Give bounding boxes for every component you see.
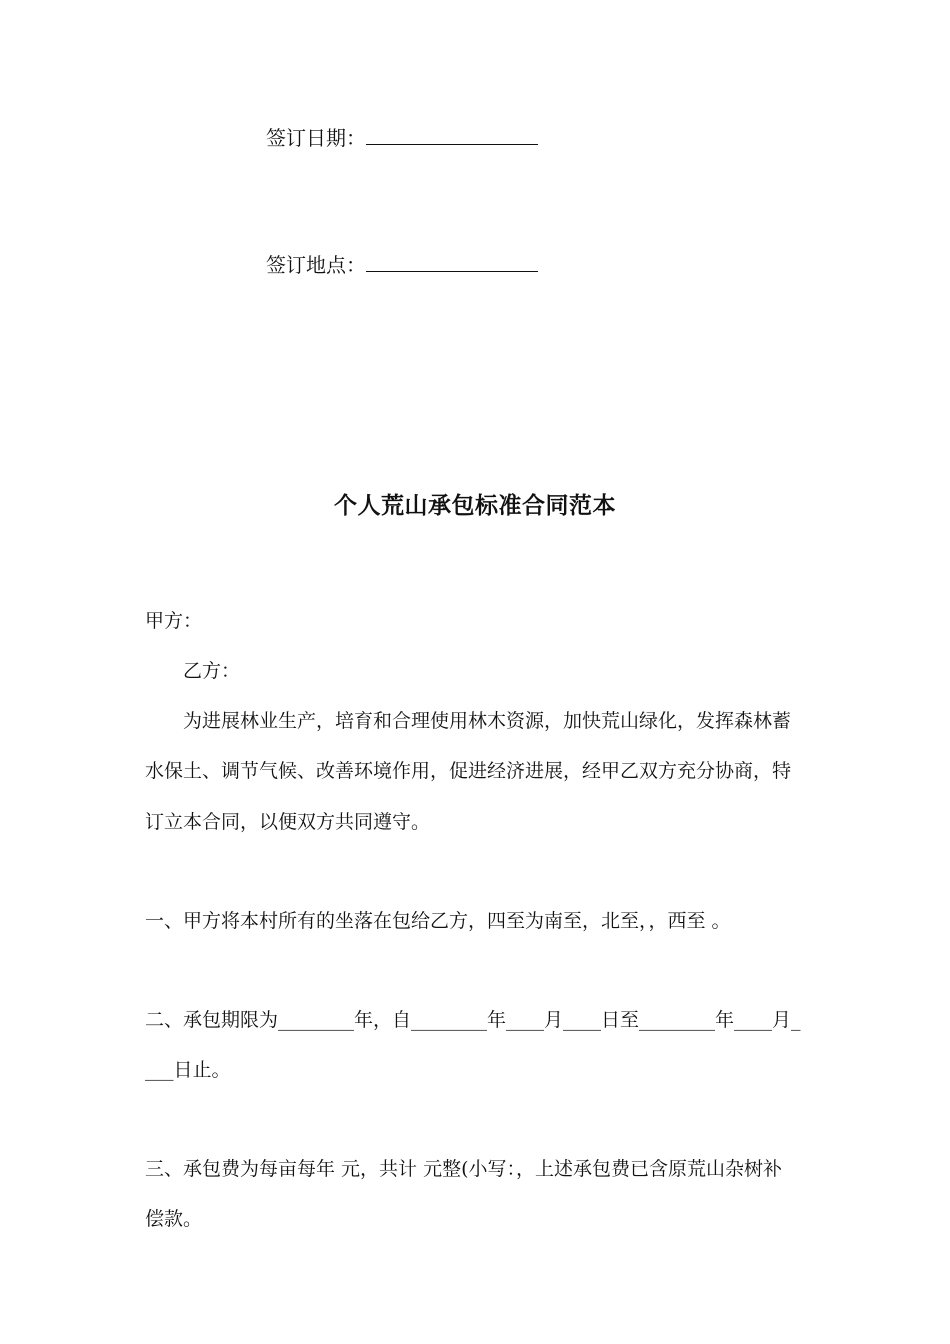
clause-1: 一、甲方将本村所有的坐落在包给乙方，四至为南至，北至，，西至 。: [145, 910, 731, 932]
clause-3-line-2: 偿款。: [145, 1208, 203, 1230]
signing-place-label: 签订地点：: [266, 253, 366, 277]
signing-date-row: [266, 126, 538, 151]
party-a-label: 甲方：: [145, 610, 203, 632]
preamble-line-3: 订立本合同，以便双方共同遵守。: [145, 811, 431, 833]
signing-date-blank[interactable]: [366, 126, 538, 145]
clause-2-line-2: ___日止。: [145, 1059, 231, 1081]
signing-place-row: [266, 253, 538, 278]
clause-3-line-1: 三、承包费为每亩每年 元，共计 元整(小写：，上述承包费已含原荒山杂树补: [145, 1158, 782, 1180]
signing-date-label: 签订日期：: [266, 126, 366, 150]
party-b-label: 乙方：: [183, 660, 241, 682]
preamble-line-2: 水保土、调节气候、改善环境作用，促进经济进展，经甲乙双方充分协商，特: [145, 760, 792, 782]
preamble-line-1: 为进展林业生产，培育和合理使用林木资源，加快荒山绿化，发挥森林蓄: [183, 710, 792, 732]
clause-2-line-1: 二、承包期限为________年，自________年____月____日至________年____月_: [145, 1009, 801, 1031]
signing-place-blank[interactable]: [366, 253, 538, 272]
page-title: 个人荒山承包标准合同范本: [334, 492, 616, 519]
